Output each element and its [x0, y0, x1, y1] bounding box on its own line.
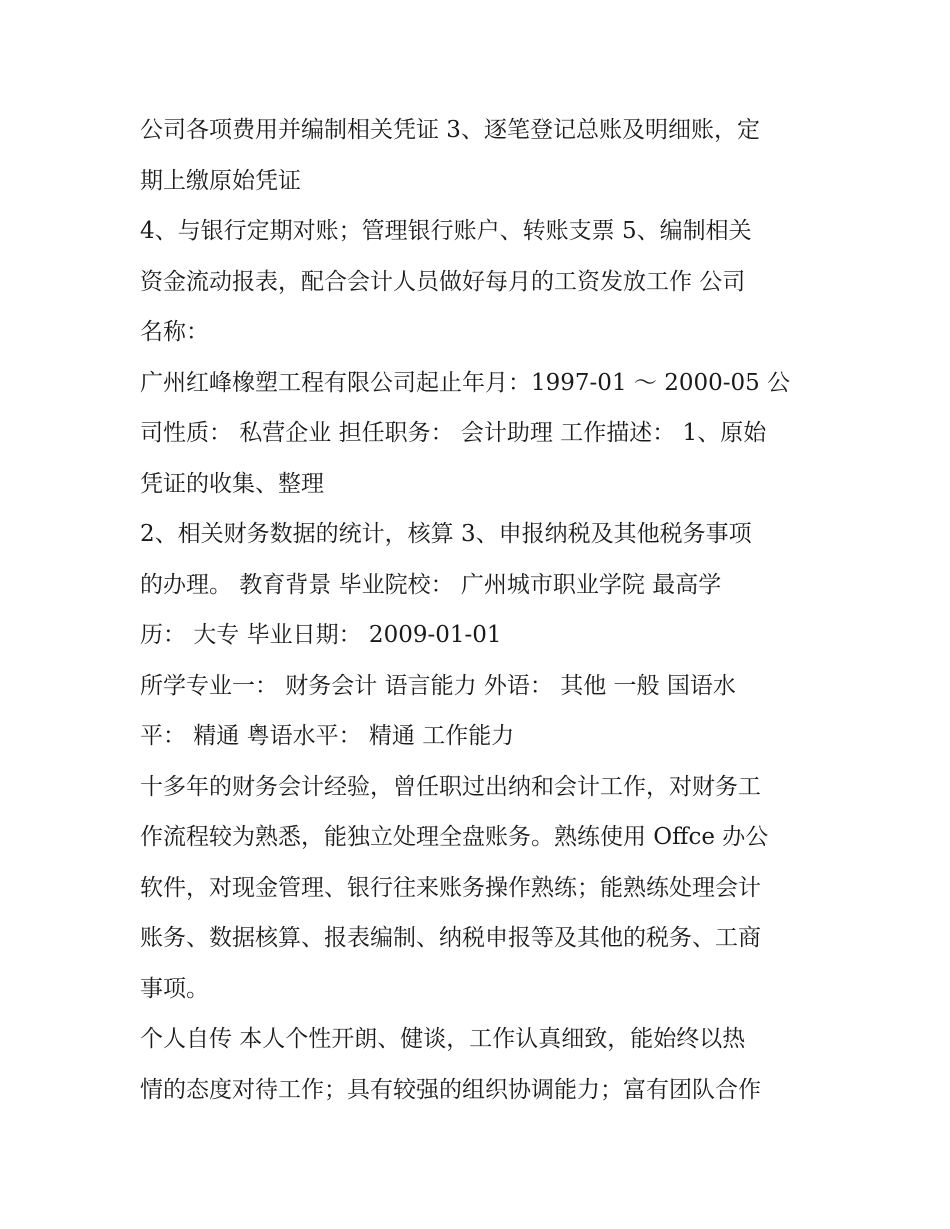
text-line: 软件，对现金管理、银行往来账务操作熟练；能熟练处理会计 — [140, 874, 761, 901]
text-line: 公司各项费用并编制相关凭证 3、逐笔登记总账及明细账，定 — [140, 117, 760, 143]
text-line: 事项。 — [140, 975, 209, 1002]
text-line: 十多年的财务会计经验，曾任职过出纳和会计工作，对财务工 — [140, 773, 761, 800]
document-body — [140, 105, 820, 1115]
text-line: 的办理。 教育背景 毕业院校： 广州城市职业学院 最高学 — [140, 571, 722, 598]
text-line: 历： 大专 毕业日期： 2009-01-01 — [140, 622, 502, 648]
text-line: 期上缴原始凭证 — [140, 167, 301, 194]
text-line: 作流程较为熟悉，能独立处理全盘账务。熟练使用 Offce 办公 — [140, 824, 769, 850]
text-line: 2、相关财务数据的统计，核算 3、申报纳税及其他税务事项 — [140, 521, 752, 547]
text-line: 情的态度对待工作；具有较强的组织协调能力；富有团队合作 — [140, 1076, 761, 1103]
text-line: 凭证的收集、整理 — [140, 470, 324, 497]
text-line: 账务、数据核算、报表编制、纳税申报等及其他的税务、工商 — [140, 925, 761, 951]
text-line: 4、与银行定期对账；管理银行账户、转账支票 5、编制相关 — [140, 218, 752, 244]
text-line: 个人自传 本人个性开朗、健谈，工作认真细致，能始终以热 — [140, 1026, 746, 1052]
text-line: 平： 精通 粤语水平： 精通 工作能力 — [140, 723, 515, 749]
text-line: 司性质： 私营企业 担任职务： 会计助理 工作描述： 1、原始 — [140, 420, 767, 446]
text-line: 所学专业一： 财务会计 语言能力 外语： 其他 一般 国语水 — [140, 672, 736, 699]
text-line: 资金流动报表，配合会计人员做好每月的工资发放工作 公司 — [140, 268, 746, 295]
text-line: 名称： — [140, 319, 209, 345]
text-line: 广州红峰橡塑工程有限公司起止年月：1997-01 ～ 2000-05 公 — [140, 369, 791, 396]
